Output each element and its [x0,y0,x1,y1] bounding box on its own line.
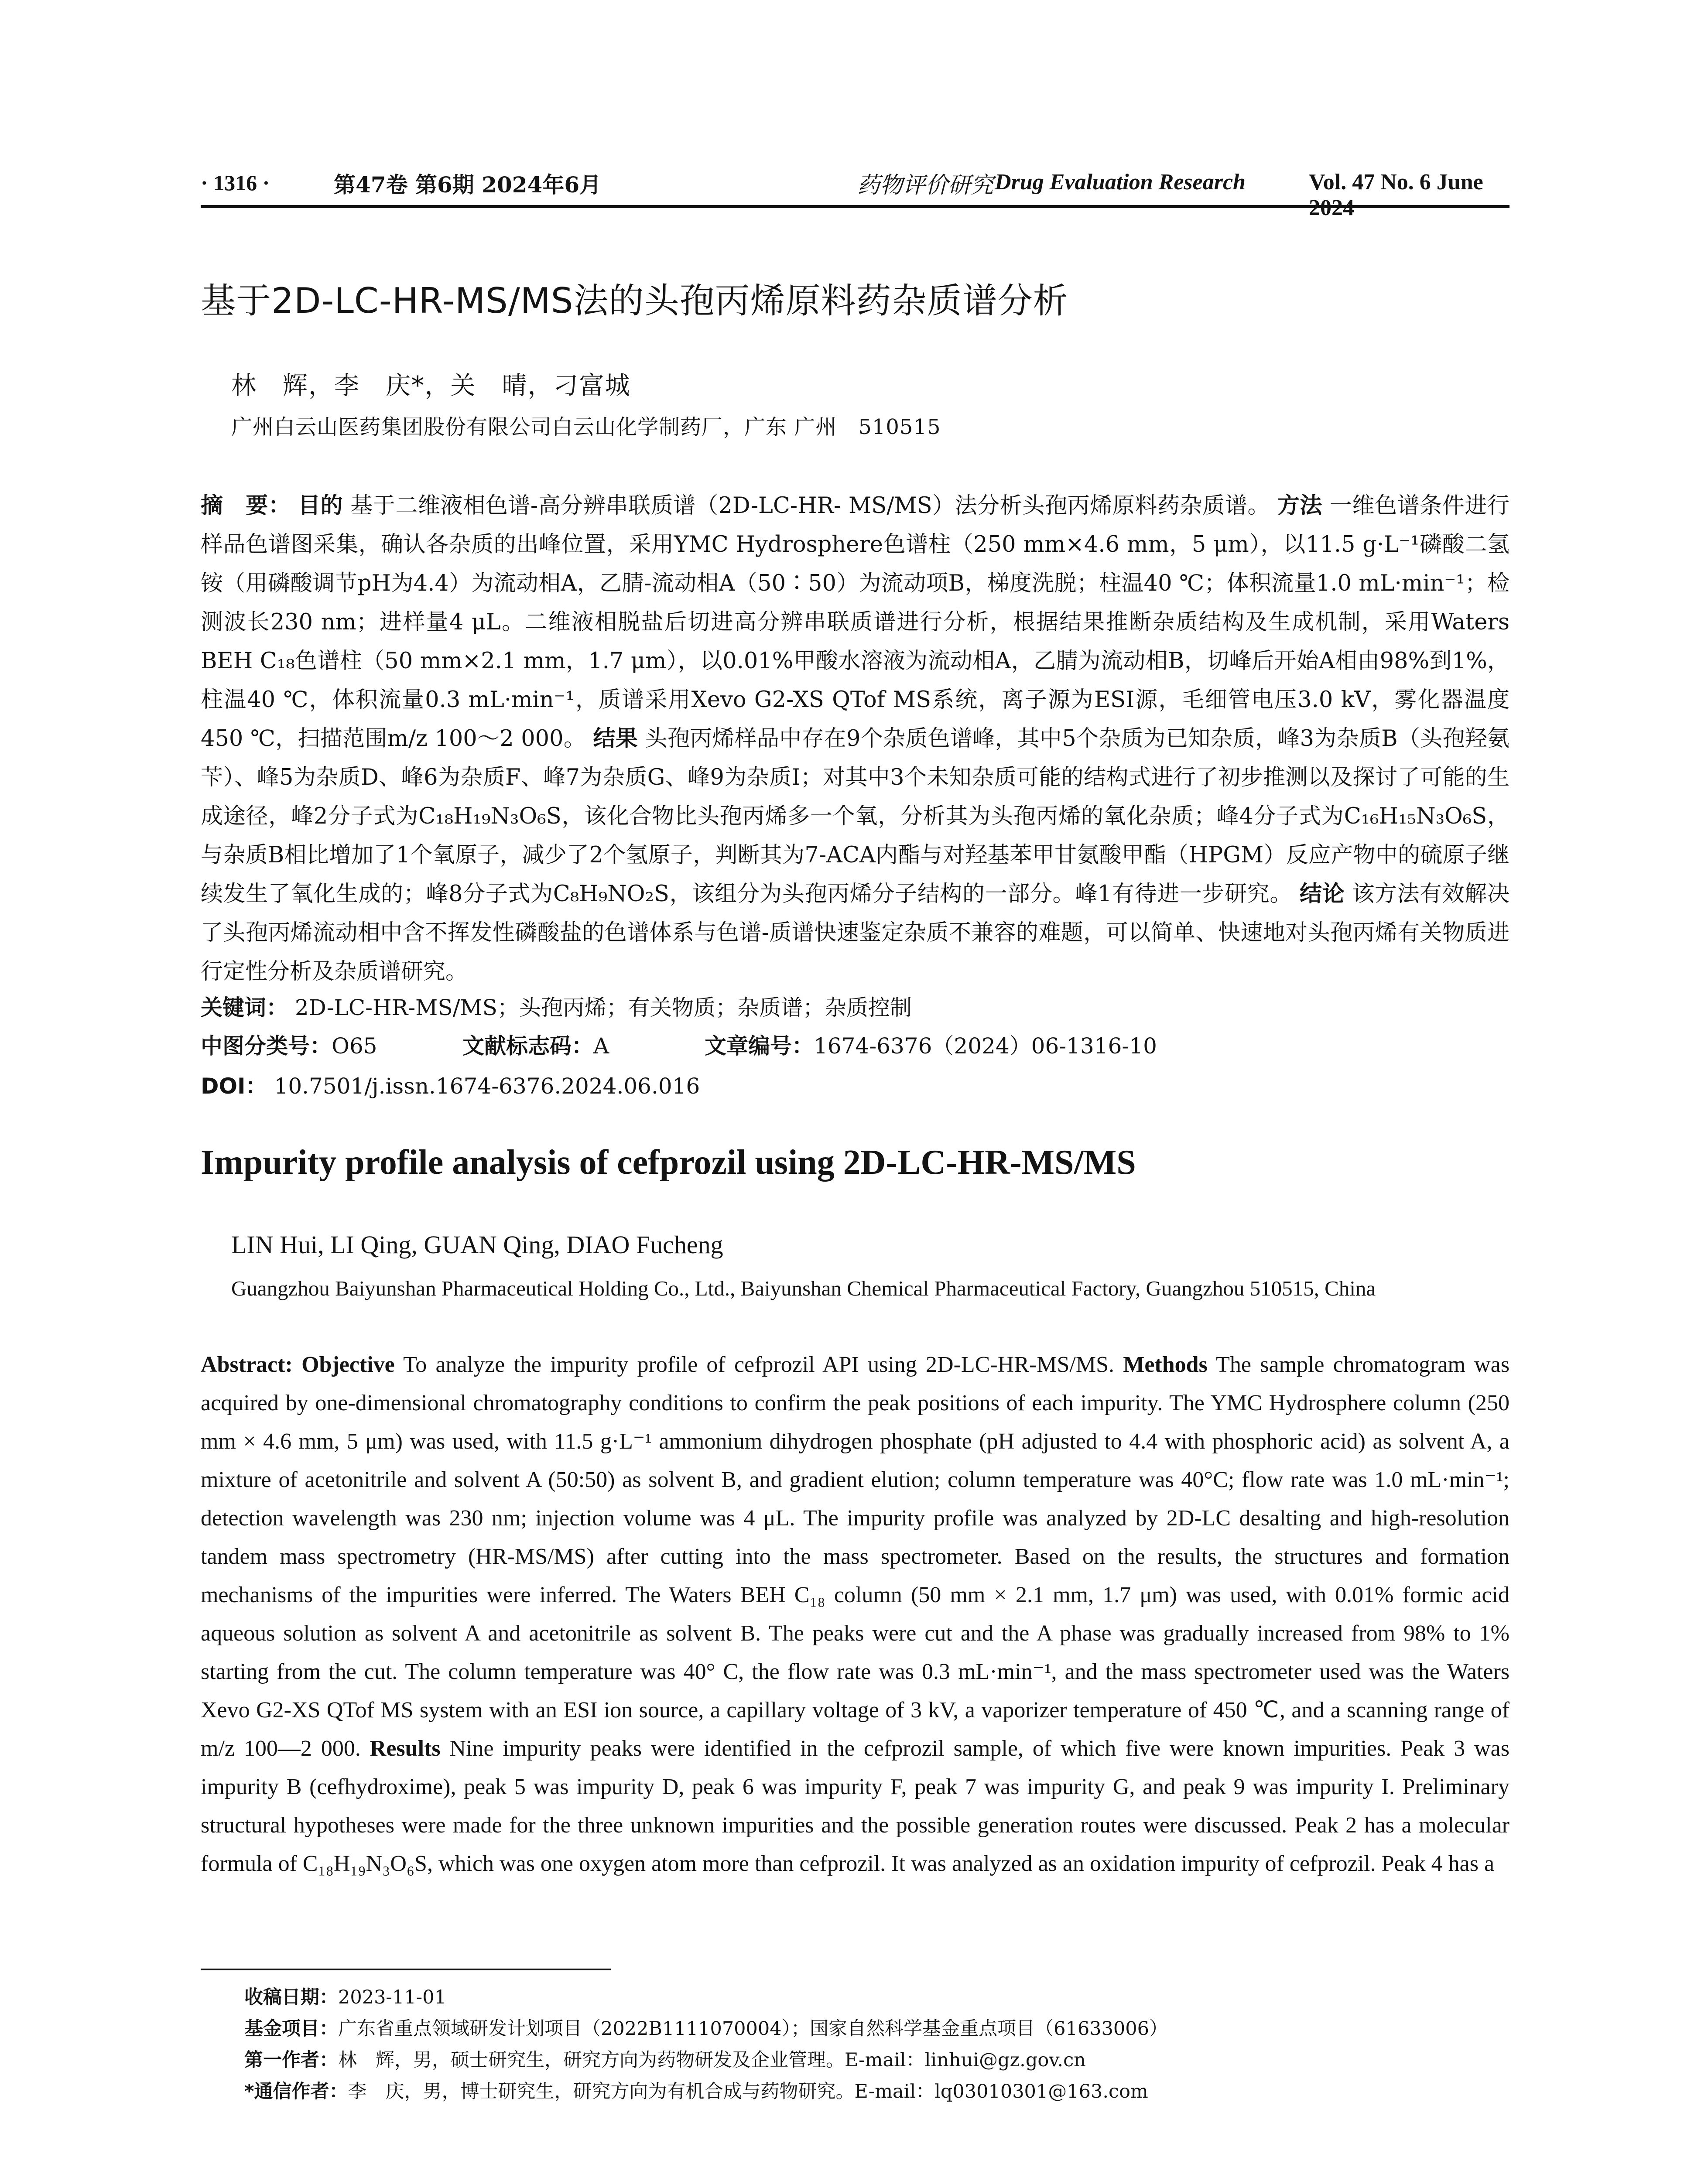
results-label-cn: 结果 [593,726,638,752]
clc-label: 中图分类号： [201,1033,332,1059]
article-number-value: 1674-6376（2024）06-1316-10 [814,1033,1157,1059]
methods-text-en: The sample chromatogram was acquired by one-dimensional chromatography conditions to confirm the peak positions of each impurity. The YMC Hydrosphere column (250 mm × 4.6 mm, 5 μm) was used, with 11.5 g·L⁻¹ ammonium dihydrogen phosphate (pH adjusted to 4.4 with phosphoric acid) as solvent A, a mixture of acetonitrile and solvent A (50:50) as solvent B, and gradient elution; column temperature was 40°C; flow rate was 1.0 mL·min⁻¹; detection wavelength was 230 nm; injection volume was 4 μL. The impurity profile was analyzed by 2D-LC desalting and high-resolution tandem mass spectrometry (HR-MS/MS) after cutting into the mass spectrometer. Based on the results, the structures and formation mechanisms of the impurities were inferred. The Waters BEH C₁₈ column (50 mm × 2.1 mm, 1.7 μm) was used, with 0.01% formic acid aqueous solution as solvent A and acetonitrile as solvent B. The peaks were cut and the A phase was gradually increased from 98% to 1% starting from the cut. The column temperature was 40° C, the flow rate was 0.3 mL·min⁻¹, and the mass spectrometer used was the Waters Xevo G2-XS QTof MS system with an ESI ion source, a capillary voltage of 3 kV, a vaporizer temperature of 450 ℃, and a scanning range of m/z 100—2 000. [201,1352,1510,1761]
doi-line [201,1069,700,1100]
issue-info-cn: 第47卷 第6期 2024年6月 [334,172,602,198]
running-header [201,166,1509,205]
footnote-fund [244,2014,1168,2041]
corresponding-label: *通信作者： [244,2081,348,2102]
doc-code-label: 文献标志码： [462,1033,593,1059]
doc-code-value: A [593,1033,609,1059]
doi-value: 10.7501/j.issn.1674-6376.2024.06.016 [274,1073,700,1099]
title-en: Impurity profile analysis of cefprozil using 2D-LC-HR-MS/MS [201,1143,1136,1182]
conclusion-text-cn: 该方法有效解决了头孢丙烯流动相中含不挥发性磷酸盐的色谱体系与色谱-质谱快速鉴定杂质不兼容的难题，可以简单、快速地对头孢丙烯有关物质进行定性分析及杂质谱研究。 [201,881,1509,985]
issue-info-en: Vol. 47 No. 6 June [1309,170,1483,195]
conclusion-label-cn: 结论 [1299,881,1345,907]
methods-label-cn: 方法 [1277,493,1322,519]
abstract-cn [201,486,1509,991]
footnote-rule [201,1969,611,1970]
objective-text-en: To analyze the impurity profile of cefprozil API using 2D-LC-HR-MS/MS. [403,1352,1114,1377]
objective-text-cn: 基于二维液相色谱-高分辨串联质谱（2D-LC-HR- MS/MS）法分析头孢丙烯原料药杂质谱。 [350,493,1270,519]
first-author-text: 林 辉，男，硕士研究生，研究方向为药物研发及企业管理。E-mail：linhui@gz.gov.cn [338,2049,1086,2071]
results-text-en: Nine impurity peaks were identified in the cefprozil sample, of which five were known impurities. Peak 3 was impurity B (cefhydroxime), peak 5 was impurity D, peak 6 was impurity F, peak 7 was impurity G, and peak 9 was impurity I. Preliminary structural hypotheses were made for the three unknown impurities and the possible generation routes were discussed. Peak 2 has a molecular formula of C₁₈H₁₉N₃O₆S, which was one oxygen atom more than cefprozil. It was analyzed as an oxidation impurity of cefprozil. Peak 4 has a [201,1736,1509,1876]
footnote-corresponding [244,2077,1148,2103]
fund-text: 广东省重点领域研发计划项目（2022B1111070004）；国家自然科学基金重点项目（61633006） [338,2018,1168,2040]
footnote-first-author [244,2045,1086,2072]
methods-label-en: Methods [1123,1352,1208,1377]
first-author-label: 第一作者： [244,2049,338,2071]
journal-logo-cn: 药物评价研究 [857,172,994,198]
doi-label: DOI： [201,1073,267,1099]
results-label-en: Results [370,1736,441,1761]
objective-label-cn: 目的 [298,493,343,519]
abstract-label-en: Abstract: [201,1352,293,1377]
page-number: · 1316 · [201,171,270,195]
article-number-label: 文章编号： [705,1033,814,1059]
clc-value: O65 [332,1033,377,1059]
received-label: 收稿日期： [244,1986,338,2008]
keywords-label: 关键词： [201,995,288,1020]
abstract-en [201,1346,1509,1883]
footnote-received [244,1983,446,2009]
title-cn: 基于2D-LC-HR-MS/MS法的头孢丙烯原料药杂质谱分析 [201,280,1068,321]
results-text-cn: 头孢丙烯样品中存在9个杂质色谱峰，其中5个杂质为已知杂质，峰3为杂质B（头孢羟氨苄）、峰5为杂质D、峰6为杂质F、峰7为杂质G、峰9为杂质I；对其中3个未知杂质可能的结构式进行了初步推测以及探讨了可能的生成途径，峰2分子式为C₁₈H₁₉N₃O₆S，该化合物比头孢丙烯多一个氧，分析其为头孢丙烯的氧化杂质；峰4分子式为C₁₆H₁₅N₃O₆S，与杂质B相比增加了1个氧原子，减少了2个氢原子，判断其为7-ACA内酯与对羟基苯甲甘氨酸甲酯（HPGM）反应产物中的硫原子继续发生了氧化生成的；峰8分子式为C₈H₉NO₂S，该组分为头孢丙烯分子结构的一部分。峰1有待进一步研究。 [201,726,1509,907]
classification-line [201,1029,1509,1060]
keywords-cn [201,990,912,1022]
received-date: 2023-11-01 [338,1986,446,2008]
journal-name-en: Drug Evaluation Research [995,170,1246,195]
affiliation-en: Guangzhou Baiyunshan Pharmaceutical Holding Co., Ltd., Baiyunshan Chemical Pharmaceutical Factory, Guangzhou 510515, China [231,1276,1376,1300]
affiliation-cn: 广州白云山医药集团股份有限公司白云山化学制药厂，广东 广州 510515 [231,415,941,439]
authors-en: LIN Hui, LI Qing, GUAN Qing, DIAO Fucheng [231,1231,723,1259]
keywords-text: 2D-LC-HR-MS/MS；头孢丙烯；有关物质；杂质谱；杂质控制 [294,995,912,1020]
corresponding-text: 李 庆，男，博士研究生，研究方向为有机合成与药物研究。E-mail：lq03010301@163.com [348,2081,1148,2102]
fund-label: 基金项目： [244,2018,338,2040]
methods-text-cn: 一维色谱条件进行样品色谱图采集，确认各杂质的出峰位置，采用YMC Hydrosphere色谱柱（250 mm×4.6 mm，5 μm），以11.5 g·L⁻¹磷酸二氢铵（用磷酸调节pH为4.4）为流动相A，乙腈-流动相A（50∶50）为流动项B，梯度洗脱；柱温40 ℃；体积流量1.0 mL·min⁻¹；检测波长230 nm；进样量4 μL。二维液相脱盐后切进高分辨串联质谱进行分析，根据结果推断杂质结构及生成机制，采用Waters BEH C₁₈色谱柱（50 mm×2.1 mm，1.7 μm），以0.01%甲酸水溶液为流动相A，乙腈为流动相B，切峰后开始A相由98%到1%，柱温40 ℃，体积流量0.3 mL·min⁻¹，质谱采用Xevo G2-XS QTof MS系统，离子源为ESI源，毛细管电压3.0 kV，雾化器温度450 ℃，扫描范围m/z 100～2 000。 [201,493,1509,752]
header-rule [201,205,1509,208]
authors-cn: 林 辉，李 庆*，关 晴，刁富城 [231,371,631,400]
objective-label-en: Objective [301,1352,395,1377]
abstract-label-cn: 摘 要： [201,493,291,519]
